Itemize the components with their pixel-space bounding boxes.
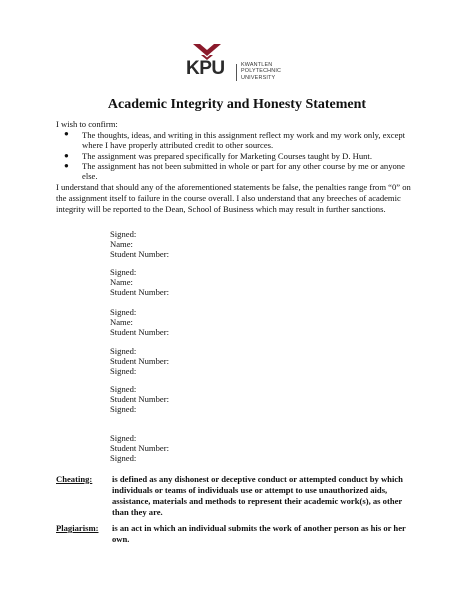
understanding-text: the assignment itself to failure in the course overall. I also understand that any breeches of academic (56, 193, 401, 203)
kpu-logo (185, 44, 305, 80)
signed-label: Signed: (110, 366, 137, 376)
student-number-label: Student Number: (110, 356, 169, 366)
student-number-label: Student Number: (110, 443, 169, 453)
bullet-text: The assignment was prepared specifically for Marketing Courses taught by D. Hunt. (82, 151, 372, 161)
cheating-definition-line: assistance, materials and methods to represent their academic work(s), as other (112, 496, 403, 506)
plagiarism-definition-line: is an act in which an individual submits the work of another person as his or her (112, 523, 406, 533)
signed-label: Signed: (110, 453, 137, 463)
plagiarism-term: Plagiarism: (56, 523, 99, 533)
bullet-text: The thoughts, ideas, and writing in this assignment reflect my work and my work only, except (82, 130, 406, 140)
signed-label: Signed: (110, 433, 137, 443)
document-title: Academic Integrity and Honesty Statement (107, 97, 367, 112)
logo-divider (236, 64, 237, 81)
understanding-text: integrity will be reported to the Dean, School of Business which may result in further sanctions. (56, 204, 386, 214)
signed-label: Signed: (110, 267, 137, 277)
name-label: Name: (110, 277, 133, 287)
bullet-text: else. (82, 171, 98, 181)
cheating-term: Cheating: (56, 474, 93, 484)
logo-line: POLYTECHNIC (241, 68, 282, 75)
student-number-label: Student Number: (110, 249, 169, 259)
signed-label: Signed: (110, 346, 137, 356)
understanding-text: I understand that should any of the aforementioned statements be false, the penalties range from “0” on (56, 182, 411, 192)
logo-kpu-text: KPU (186, 58, 225, 79)
signed-label: Signed: (110, 229, 137, 239)
logo-line: KWANTLEN (241, 62, 273, 68)
plagiarism-definition-line: own. (112, 534, 130, 544)
bullet-text: The assignment has not been submitted in whole or part for any other course by me or anyone (82, 161, 405, 171)
student-number-label: Student Number: (110, 394, 169, 404)
logo-line: UNIVERSITY (241, 74, 276, 81)
name-label: Name: (110, 239, 133, 249)
intro-text: I wish to confirm: (56, 119, 118, 129)
bullet-dot: ● (64, 161, 69, 170)
student-number-label: Student Number: (110, 327, 169, 337)
name-label: Name: (110, 317, 133, 327)
signed-label: Signed: (110, 307, 137, 317)
signed-label: Signed: (110, 384, 137, 394)
bullet-text: where I have properly attributed credit to other sources. (82, 140, 274, 150)
bullet-dot: ● (64, 151, 69, 160)
cheating-definition-line: is defined as any dishonest or deceptive conduct or attempted conduct by which (112, 474, 403, 484)
cheating-definition-line: than they are. (112, 507, 163, 517)
bullet-dot: ● (64, 129, 69, 138)
signed-label: Signed: (110, 404, 137, 414)
cheating-definition-line: individuals or teams of individuals use or attempt to use unauthorized aids, (112, 485, 388, 495)
student-number-label: Student Number: (110, 287, 169, 297)
logo-university-name (241, 62, 281, 81)
